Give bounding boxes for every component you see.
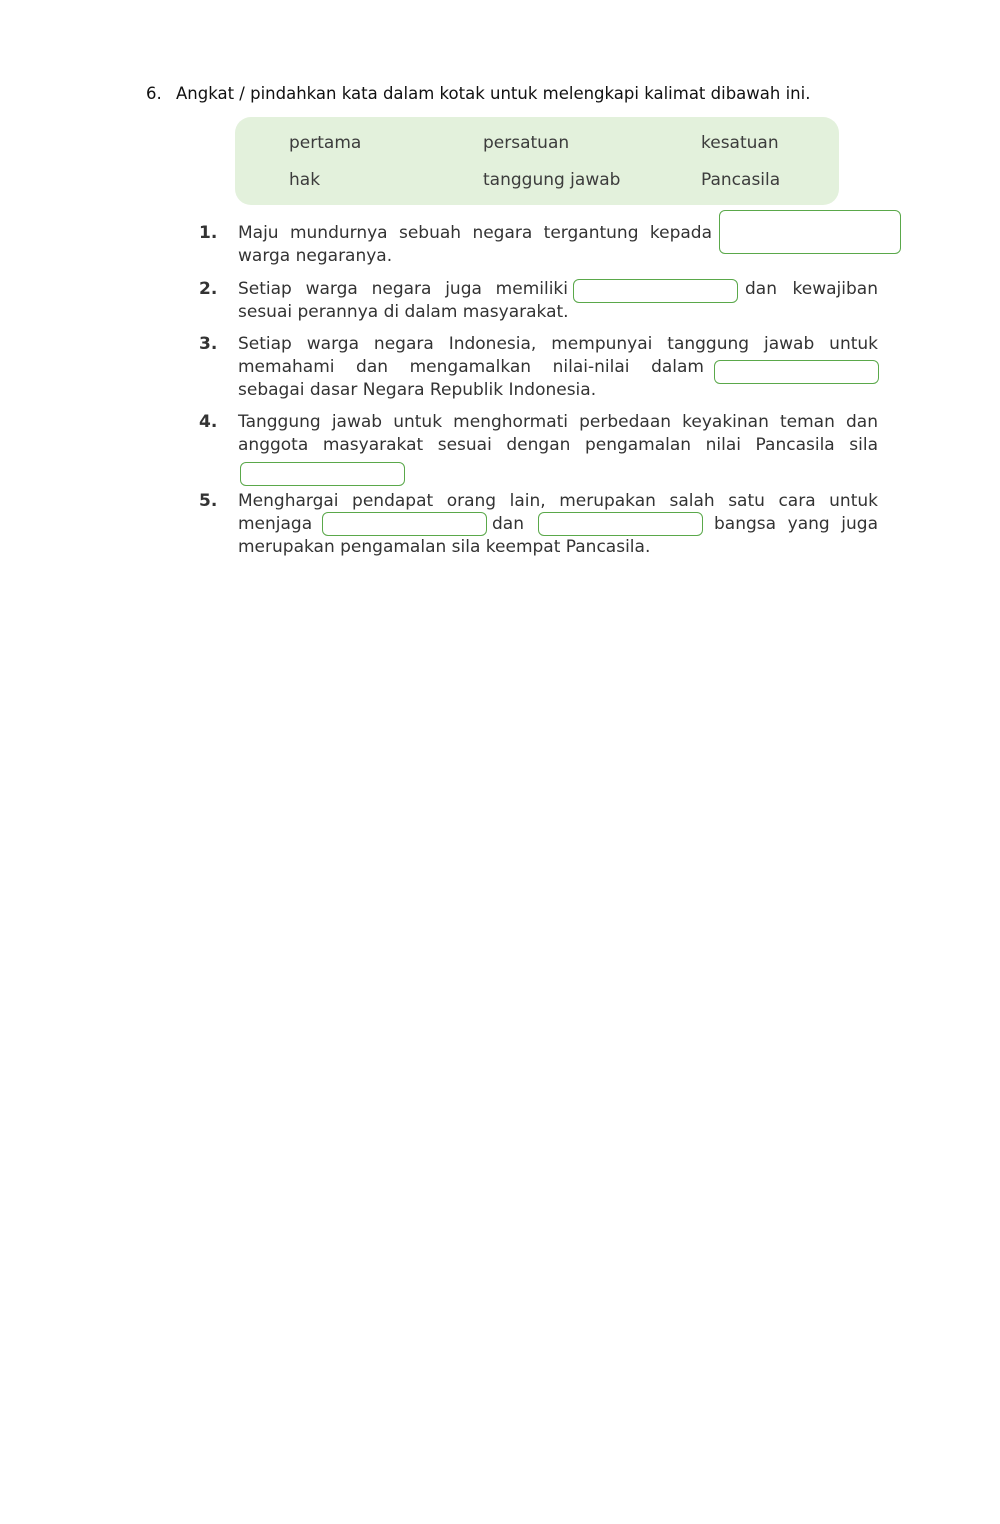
answer-blank-5a[interactable] [322,512,487,536]
question-number: 4. [199,412,218,432]
question-text: Setiap warga negara juga memiliki [238,279,568,299]
word-bank [235,117,839,205]
word-bank-item[interactable]: kesatuan [701,133,779,153]
question-text: warga negaranya. [238,246,393,266]
instruction-number: 6. [146,84,162,103]
word-bank-item[interactable]: pertama [289,133,362,153]
question-text: memahami dan mengamalkan nilai-nilai dalam [238,357,704,377]
question-text: Setiap warga negara Indonesia, mempunyai tanggung jawab untuk [238,334,878,354]
answer-blank-1[interactable] [719,210,901,254]
answer-blank-4[interactable] [240,462,405,486]
question-text: menjaga [238,514,313,534]
word-bank-item[interactable]: persatuan [483,133,570,153]
answer-blank-5b[interactable] [538,512,703,536]
answer-blank-3[interactable] [714,360,879,384]
question-text: sebagai dasar Negara Republik Indonesia. [238,380,597,400]
instruction [146,84,810,103]
question-text: Tanggung jawab untuk menghormati perbedaan keyakinan teman dan [238,412,878,432]
question-text: dan [492,514,524,534]
word-bank-item[interactable]: Pancasila [701,170,781,190]
question-number: 2. [199,279,218,299]
question-number: 3. [199,334,218,354]
question-text: bangsa yang juga [714,514,878,534]
question-text: sesuai perannya di dalam masyarakat. [238,302,569,322]
question-text: dan kewajiban [745,279,878,299]
instruction-text: Angkat / pindahkan kata dalam kotak untuk melengkapi kalimat dibawah ini. [176,84,811,103]
question-text: Menghargai pendapat orang lain, merupakan salah satu cara untuk [238,491,878,511]
word-bank-item[interactable]: tanggung jawab [483,170,621,190]
question-text: Maju mundurnya sebuah negara tergantung kepada [238,223,712,243]
question-text: anggota masyarakat sesuai dengan pengamalan nilai Pancasila sila [238,435,878,455]
answer-blank-2[interactable] [573,279,738,303]
word-bank-item[interactable]: hak [289,170,321,190]
question-number: 1. [199,223,218,243]
question-number: 5. [199,491,218,511]
question-text: merupakan pengamalan sila keempat Pancasila. [238,537,651,557]
